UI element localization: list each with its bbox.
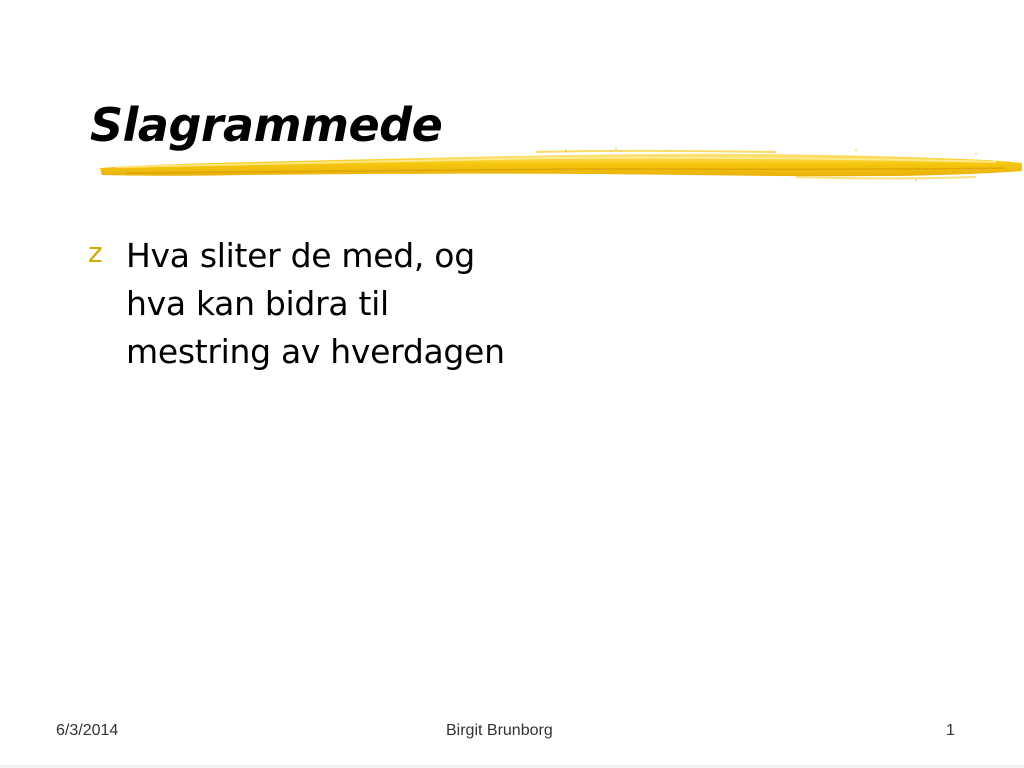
slide-title: Slagrammede [90,98,443,152]
z-bullet-icon: z [88,236,103,269]
footer-page-number: 1 [946,722,955,739]
bullet-text: Hva sliter de med, og hva kan bidra til mestring av hverdagen [126,236,505,371]
title-underline-brush-stroke [96,146,1024,186]
footer-date: 6/3/2014 [56,722,119,739]
footer-author: Birgit Brunborg [446,722,553,739]
